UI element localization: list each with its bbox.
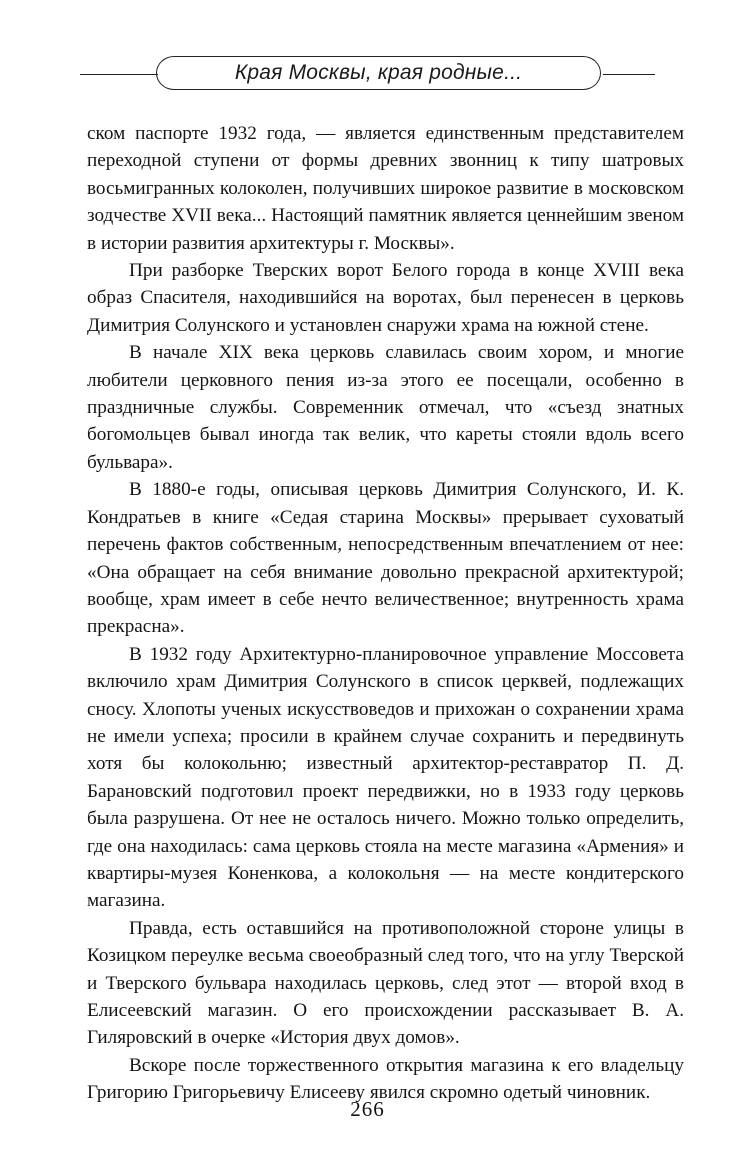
paragraph: Вскоре после торжественного открытия магазина к его владельцу Григорию Григорьевичу Елисееву явился скромно одетый чиновник. <box>87 1054 684 1104</box>
paragraph: В 1932 году Архитектурно-планировочное управление Моссовета включило храм Димитрия Солунского в список церквей, подлежащих сносу. Хлопоты ученых искусствоведов и прихожан о сохранении храма не имели успеха; просили в крайнем случае сохранить и передвинуть хотя бы колокольню; известный архитектор-реставратор П. Д. Барановский подготовил проект передвижки, но в 1933 году церковь была разрушена. От нее не осталось ничего. Можно только определить, где она находилась: сама церковь стояла на месте магазина «Армения» и квартиры-музея Коненкова, а колокольня — на месте кондитерского магазина. <box>87 643 684 912</box>
paragraph: В начале XIX века церковь славилась своим хором, и многие любители церковного пения из-за этого ее посещали, особенно в праздничные службы. Современник отмечал, что «съезд знатных богомольцев бывал иногда так велик, что кареты стояли вдоль всего бульвара». <box>87 342 684 473</box>
running-header-title: Края Москвы, края родные... <box>234 61 523 84</box>
paragraph: В 1880-е годы, описывая церковь Димитрия Солунского, И. К. Кондратьев в книге «Седая старина Москвы» прерывает суховатый перечень фактов собственным, непосредственным впечатлением от нее: «Она обращает на себя внимание довольно прекрасной архитектурой; вообще, храм имеет в себе нечто величественное; внутренность храма прекрасна». <box>87 479 684 638</box>
paragraph: Правда, есть оставшийся на противоположной стороне улицы в Козицком переулке весьма своеобразный след того, что на углу Тверской и Тверского бульвара находилась церковь, след этот — второй вход в Елисеевский магазин. О его происхождении рассказывает В. А. Гиляровский в очерке «История двух домов». <box>87 917 684 1049</box>
page-body <box>87 120 684 1107</box>
paragraph: При разборке Тверских ворот Белого города в конце XVIII века образ Спасителя, находившийся на воротах, был перенесен в церковь Димитрия Солунского и установлен снаружи храма на южной стене. <box>87 260 684 336</box>
header-frame <box>156 56 601 90</box>
header-rule-right <box>603 74 655 75</box>
running-header <box>80 53 655 97</box>
paragraph-continued: ском паспорте 1932 года, — является единственным представителем переходной ступени от формы древних звонниц к типу шатровых восьмигранных колоколен, получивших широкое развитие в московском зодчестве XVII века... Настоящий памятник является ценнейшим звеном в истории развития архитектуры г. Москвы». <box>87 123 684 254</box>
page-number: 266 <box>350 1097 385 1121</box>
header-rule-left <box>80 74 158 75</box>
